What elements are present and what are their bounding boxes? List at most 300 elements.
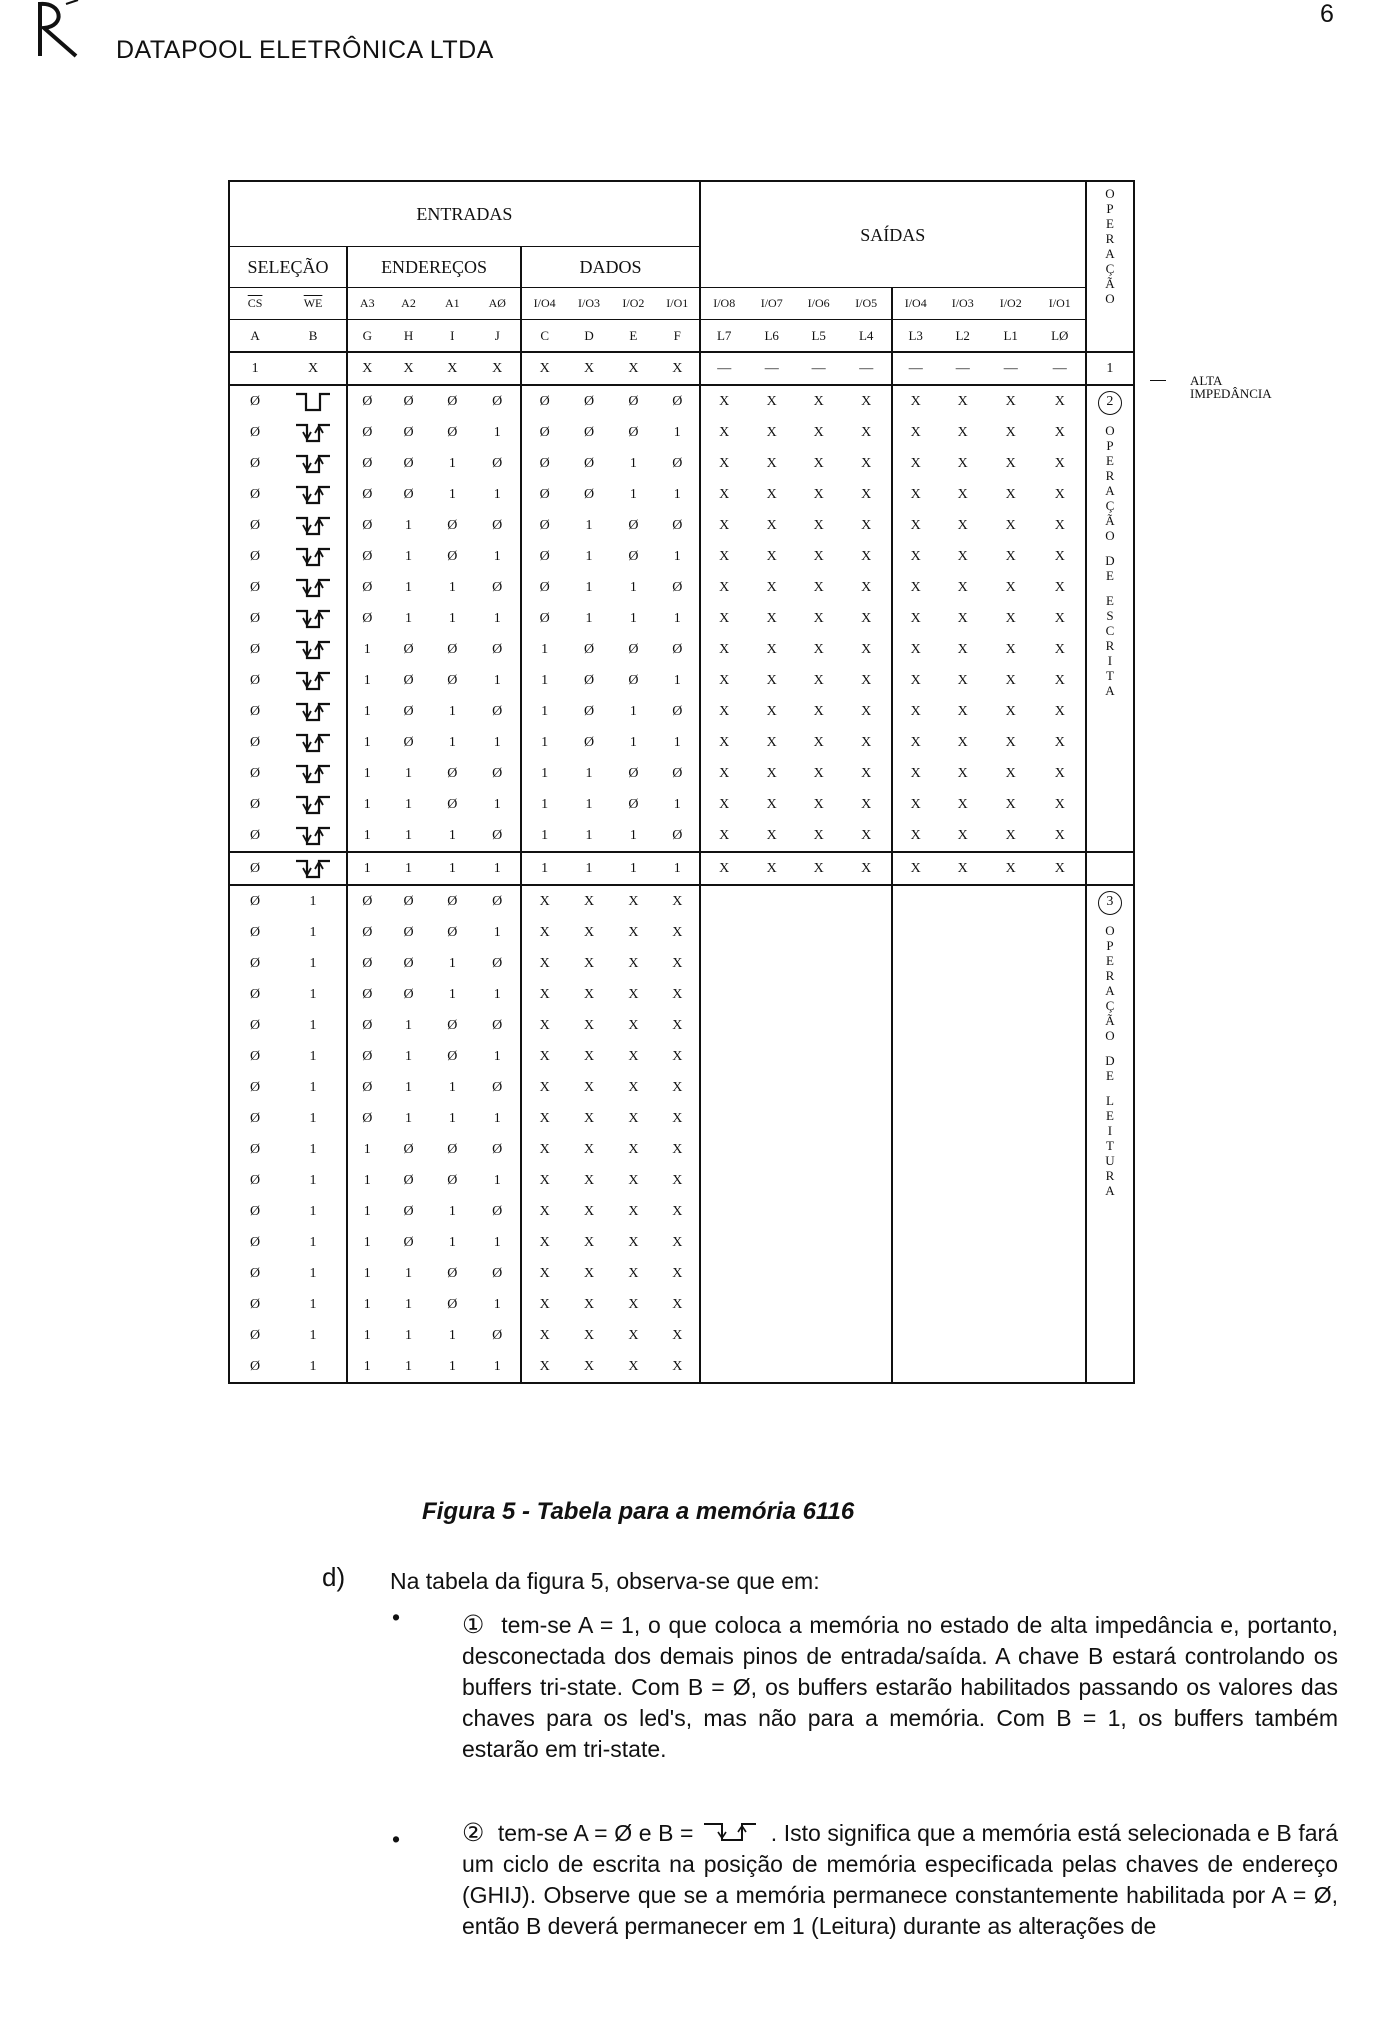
table-cell: X: [813, 704, 824, 719]
write-pulse-cell: [280, 665, 347, 696]
table-cell: Ø: [656, 448, 700, 479]
table-cell: 1: [656, 603, 700, 634]
table-cell: X: [1035, 727, 1086, 758]
table-cell: Ø: [447, 1266, 458, 1281]
signal-header: I/O3: [567, 288, 611, 320]
table-cell: Ø: [474, 1258, 521, 1289]
table-cell: Ø: [229, 758, 280, 789]
table-cell: Ø: [539, 549, 550, 564]
table-cell: X: [766, 518, 777, 533]
table-cell: Ø: [229, 1103, 280, 1134]
table-cell: X: [813, 518, 824, 533]
table-cell: X: [628, 987, 639, 1002]
bullet-dot: •: [392, 1826, 401, 1852]
table-cell: 1: [629, 580, 637, 595]
table-row: [229, 885, 1134, 917]
table-cell: X: [656, 352, 700, 385]
table-cell: X: [813, 425, 824, 440]
table-cell: 1: [448, 1235, 456, 1250]
table-cell: Ø: [229, 448, 280, 479]
table-cell: 1: [541, 704, 549, 719]
table-row: [229, 352, 1134, 385]
table-cell: X: [539, 956, 550, 971]
table-cell: Ø: [583, 673, 595, 688]
table-cell: —: [700, 352, 748, 385]
table-cell: X: [842, 479, 892, 510]
table-cell: X: [766, 704, 777, 719]
write-pulse-icon: [293, 762, 333, 786]
table-cell: 1: [474, 1351, 521, 1383]
table-cell: 1: [656, 852, 700, 885]
table-row: [229, 572, 1134, 603]
dados-header: DADOS: [521, 247, 700, 288]
table-cell: Ø: [403, 925, 414, 940]
write-pulse-icon: [700, 1821, 764, 1843]
table-cell: Ø: [474, 1196, 521, 1227]
table-cell: 1: [541, 735, 549, 750]
letter-header: L7: [700, 320, 748, 353]
table-cell: X: [1005, 425, 1016, 440]
table-cell: 1: [430, 1351, 474, 1383]
empty-output-cell: [700, 885, 892, 1383]
table-cell: Ø: [539, 487, 550, 502]
table-cell: X: [910, 673, 921, 688]
table-cell: X: [813, 394, 824, 409]
table-cell: Ø: [474, 385, 521, 417]
table-cell: X: [539, 1204, 550, 1219]
table-cell: 1: [448, 1111, 456, 1126]
letter-header: D: [567, 320, 611, 353]
table-cell: X: [583, 1049, 595, 1064]
write-pulse-cell: [280, 696, 347, 727]
note-dash: [1150, 380, 1166, 381]
table-cell: —: [892, 352, 939, 385]
table-cell: X: [1035, 696, 1086, 727]
table-cell: Ø: [362, 1049, 373, 1064]
table-cell: 1: [430, 852, 474, 885]
table-cell: Ø: [447, 1018, 458, 1033]
table-cell: X: [766, 735, 777, 750]
table-cell: Ø: [474, 696, 521, 727]
table-cell: Ø: [474, 448, 521, 479]
write-pulse-cell: [280, 634, 347, 665]
table-cell: X: [957, 487, 968, 502]
table-cell: X: [1005, 642, 1016, 657]
table-cell: X: [813, 735, 824, 750]
table-cell: X: [910, 828, 921, 843]
letter-header: I: [430, 320, 474, 353]
table-cell: 1: [280, 885, 347, 917]
table-cell: Ø: [628, 425, 639, 440]
table-cell: X: [567, 352, 611, 385]
write-pulse-icon: [293, 731, 333, 755]
letter-header: J: [474, 320, 521, 353]
table-cell: Ø: [447, 673, 458, 688]
enderecos-header: ENDEREÇOS: [347, 247, 521, 288]
table-cell: 1: [405, 1328, 412, 1343]
write-pulse-cell: [280, 417, 347, 448]
table-cell: Ø: [362, 1080, 373, 1095]
empty-output-cell: [892, 885, 1086, 1383]
write-pulse-icon: [293, 452, 333, 476]
table-cell: Ø: [474, 1134, 521, 1165]
table-cell: —: [987, 352, 1035, 385]
table-cell: X: [719, 673, 730, 688]
table-cell: 1: [474, 1165, 521, 1196]
table-cell: X: [719, 487, 730, 502]
table-cell: X: [539, 1235, 550, 1250]
table-cell: X: [539, 1266, 550, 1281]
table-cell: Ø: [583, 456, 595, 471]
table-cell: 1: [448, 487, 456, 502]
table-cell: X: [1005, 735, 1016, 750]
table-cell: —: [796, 352, 842, 385]
table-cell: X: [1005, 766, 1016, 781]
table-cell: X: [910, 394, 921, 409]
table-cell: Ø: [229, 1289, 280, 1320]
table-cell: 1: [448, 956, 456, 971]
table-cell: 1: [474, 665, 521, 696]
table-cell: Ø: [229, 1320, 280, 1351]
table-cell: X: [1035, 665, 1086, 696]
table-cell: 1: [585, 766, 593, 781]
table-cell: X: [1005, 673, 1016, 688]
table-row: [229, 727, 1134, 758]
table-cell: 1: [656, 479, 700, 510]
write-pulse-icon: [293, 824, 333, 848]
table-cell: Ø: [447, 1173, 458, 1188]
table-cell: 1: [656, 665, 700, 696]
table-cell: X: [842, 603, 892, 634]
table-cell: X: [1035, 852, 1086, 885]
letter-header: H: [387, 320, 431, 353]
table-cell: 1: [585, 611, 593, 626]
table-cell: X: [280, 352, 347, 385]
write-pulse-icon: [293, 545, 333, 569]
table-cell: X: [957, 518, 968, 533]
table-cell: X: [842, 820, 892, 852]
table-row: [229, 852, 1134, 885]
table-cell: 1: [656, 417, 700, 448]
table-row: [229, 417, 1134, 448]
table-cell: Ø: [362, 394, 373, 409]
table-cell: Ø: [539, 611, 550, 626]
table-cell: X: [628, 1235, 639, 1250]
table-cell: Ø: [229, 1258, 280, 1289]
letter-header: C: [521, 320, 567, 353]
table-cell: X: [766, 828, 777, 843]
table-cell: 1: [474, 417, 521, 448]
write-pulse-cell: [280, 789, 347, 820]
table-cell: 1: [474, 479, 521, 510]
table-cell: 1: [541, 642, 549, 657]
table-cell: X: [719, 518, 730, 533]
table-cell: X: [842, 758, 892, 789]
table-cell: X: [1005, 394, 1016, 409]
table-cell: 1: [363, 1328, 371, 1343]
write-pulse-first-icon: [293, 390, 333, 414]
table-cell: Ø: [583, 642, 595, 657]
table-cell: X: [842, 696, 892, 727]
table-cell: X: [1035, 758, 1086, 789]
table-cell: 1: [280, 1041, 347, 1072]
table-cell: Ø: [362, 925, 373, 940]
table-cell: 1: [629, 704, 637, 719]
table-cell: Ø: [229, 1351, 280, 1383]
table-cell: Ø: [229, 917, 280, 948]
table-cell: Ø: [362, 518, 373, 533]
table-cell: 1: [363, 1204, 371, 1219]
table-cell: Ø: [539, 580, 550, 595]
table-cell: X: [656, 917, 700, 948]
letter-header: G: [347, 320, 387, 353]
table-cell: Ø: [229, 948, 280, 979]
table-cell: X: [842, 572, 892, 603]
signal-header: A3: [347, 288, 387, 320]
table-cell: Ø: [403, 1173, 414, 1188]
table-cell: X: [656, 1320, 700, 1351]
table-cell: 1: [280, 1165, 347, 1196]
table-cell: 1: [363, 1142, 371, 1157]
table-cell: X: [842, 385, 892, 417]
table-cell: 1: [363, 735, 371, 750]
table-cell: Ø: [403, 487, 414, 502]
table-cell: X: [656, 1072, 700, 1103]
bullet-2-body-a: tem-se A = Ø e B =: [497, 1820, 694, 1846]
table-cell: 1: [280, 1258, 347, 1289]
table-cell: X: [719, 549, 730, 564]
table-cell: Ø: [362, 894, 373, 909]
table-cell: 1: [405, 549, 412, 564]
section-marker-circle: 1: [1106, 361, 1114, 376]
table-cell: 1: [405, 828, 412, 843]
table-cell: X: [813, 549, 824, 564]
table-cell: Ø: [447, 925, 458, 940]
table-cell: 1: [405, 580, 412, 595]
high-impedance-text: ALTA IMPEDÂNCIA: [1190, 373, 1272, 401]
table-cell: 1: [280, 948, 347, 979]
table-cell: —: [939, 352, 987, 385]
table-cell: Ø: [474, 634, 521, 665]
table-cell: 1: [280, 979, 347, 1010]
table-cell: Ø: [628, 766, 639, 781]
table-cell: X: [656, 1351, 700, 1383]
table-cell: X: [842, 417, 892, 448]
signal-header: I/O3: [939, 288, 987, 320]
table-cell: 1: [363, 1235, 371, 1250]
operacao-header: [1086, 181, 1134, 352]
table-cell: X: [813, 487, 824, 502]
table-cell: X: [813, 797, 824, 812]
table-cell: 1: [363, 1266, 371, 1281]
table-cell: Ø: [229, 820, 280, 852]
table-cell: X: [813, 456, 824, 471]
table-cell: Ø: [229, 1134, 280, 1165]
table-cell: Ø: [656, 510, 700, 541]
table-cell: X: [957, 735, 968, 750]
table-cell: 1: [387, 852, 431, 885]
table-cell: X: [628, 1142, 639, 1157]
table-cell: 1: [474, 979, 521, 1010]
table-cell: Ø: [656, 572, 700, 603]
signal-header: A1: [430, 288, 474, 320]
table-cell: 1: [280, 917, 347, 948]
table-cell: X: [957, 611, 968, 626]
table-cell: X: [766, 487, 777, 502]
table-cell: X: [521, 1351, 567, 1383]
table-cell: 1: [347, 1351, 387, 1383]
saidas-header: SAÍDAS: [700, 181, 1086, 288]
table-cell: 1: [629, 828, 637, 843]
write-pulse-icon: [293, 576, 333, 600]
table-cell: —: [842, 352, 892, 385]
table-cell: X: [567, 1351, 611, 1383]
paragraph-label: d): [322, 1562, 346, 1592]
entradas-header: ENTRADAS: [229, 181, 700, 247]
table-cell: X: [910, 425, 921, 440]
table-cell: 1: [280, 1134, 347, 1165]
table-cell: X: [347, 352, 387, 385]
write-pulse-cell: [280, 448, 347, 479]
table-cell: 1: [656, 789, 700, 820]
table-cell: X: [957, 642, 968, 657]
table-cell: X: [813, 673, 824, 688]
letter-header: LØ: [1035, 320, 1086, 353]
table-cell: Ø: [583, 394, 595, 409]
table-cell: Ø: [362, 487, 373, 502]
table-row: [229, 479, 1134, 510]
table-row: [229, 665, 1134, 696]
table-cell: X: [1035, 448, 1086, 479]
table-cell: X: [1035, 634, 1086, 665]
table-cell: X: [766, 580, 777, 595]
table-cell: 1: [448, 1204, 456, 1219]
table-cell: 1: [585, 549, 593, 564]
table-cell: X: [656, 1258, 700, 1289]
company-name: DATAPOOL ELETRÔNICA LTDA: [116, 36, 494, 64]
table-cell: X: [628, 1080, 639, 1095]
table-cell: Ø: [229, 852, 280, 885]
table-row: [229, 603, 1134, 634]
table-cell: X: [842, 510, 892, 541]
table-cell: X: [1005, 580, 1016, 595]
table-cell: 1: [363, 828, 371, 843]
table-cell: Ø: [539, 394, 550, 409]
table-cell: X: [539, 1018, 550, 1033]
table-cell: Ø: [656, 696, 700, 727]
table-cell: X: [539, 1142, 550, 1157]
table-cell: Ø: [362, 1018, 373, 1033]
vertical-label: O P E R A Ç Ã O D E E S C R I T A: [1105, 423, 1115, 698]
write-pulse-cell: [280, 510, 347, 541]
vertical-label: O P E R A Ç Ã O D E L E I T U R A: [1105, 923, 1115, 1198]
table-cell: 1: [387, 1351, 431, 1383]
table-cell: X: [1035, 572, 1086, 603]
write-pulse-icon: [293, 638, 333, 662]
table-cell: Ø: [229, 1041, 280, 1072]
table-cell: Ø: [628, 518, 639, 533]
table-cell: Ø: [447, 394, 458, 409]
table-cell: X: [539, 1297, 550, 1312]
table-cell: 1: [474, 917, 521, 948]
table-cell: 1: [405, 797, 412, 812]
table-cell: Ø: [474, 1320, 521, 1351]
table-cell: X: [539, 987, 550, 1002]
table-cell: Ø: [362, 956, 373, 971]
table-cell: 1: [474, 852, 521, 885]
letter-header: L6: [748, 320, 796, 353]
table-cell: 1: [474, 789, 521, 820]
table-cell: Ø: [474, 758, 521, 789]
table-cell: X: [842, 541, 892, 572]
marker-1: ①: [462, 1611, 486, 1639]
table-cell: Ø: [628, 642, 639, 657]
table-cell: X: [1005, 456, 1016, 471]
table-cell: 1: [448, 456, 456, 471]
table-cell: 1: [405, 611, 412, 626]
table-cell: X: [957, 704, 968, 719]
table-cell: X: [521, 352, 567, 385]
table-cell: X: [656, 1227, 700, 1258]
letter-header: L1: [987, 320, 1035, 353]
table-cell: X: [987, 852, 1035, 885]
table-cell: 1: [448, 611, 456, 626]
letter-header: B: [280, 320, 347, 353]
letter-header: L3: [892, 320, 939, 353]
table-cell: X: [842, 727, 892, 758]
bullet-1-body: tem-se A = 1, o que coloca a memória no estado de alta impedância e, portanto, desconectada dos demais pinos de entrada/saída. A chave B estará controlando os buffers tri-state. Com B = Ø, os buffers estarão habilitados passando os valores das chaves para os led's, mas não para a memória. Com B = 1, os buffers também estarão em tri-state.: [462, 1612, 1338, 1762]
table-cell: X: [719, 828, 730, 843]
table-cell: 1: [474, 1103, 521, 1134]
table-cell: Ø: [447, 766, 458, 781]
operation-marker-cell: [1086, 352, 1134, 385]
table-cell: 1: [656, 541, 700, 572]
table-cell: X: [611, 352, 656, 385]
table-cell: Ø: [583, 704, 595, 719]
table-cell: X: [1005, 518, 1016, 533]
table-cell: X: [910, 580, 921, 595]
table-cell: X: [539, 894, 550, 909]
table-cell: X: [910, 518, 921, 533]
section-marker-circle: 2: [1098, 391, 1122, 415]
table-cell: X: [656, 885, 700, 917]
table-row: [229, 541, 1134, 572]
write-pulse-icon: [293, 483, 333, 507]
table-cell: 1: [405, 1049, 412, 1064]
table-cell: Ø: [403, 704, 414, 719]
bullet-2-body-b: . Isto significa que a memória está selecionada e B fará um ciclo de escrita na posição de memória especificada pelas chaves de endereço (GHIJ). Observe que se a memória permanece constantemente habilitada por A = Ø, então B deverá permanecer em 1 (Leitura) durante as alterações de: [462, 1820, 1338, 1939]
write-pulse-cell: [280, 572, 347, 603]
table-cell: X: [1035, 417, 1086, 448]
table-cell: X: [957, 456, 968, 471]
write-pulse-cell: [280, 603, 347, 634]
table-cell: 1: [611, 852, 656, 885]
table-cell: 1: [629, 456, 637, 471]
table-cell: 1: [229, 352, 280, 385]
signal-header: I/O2: [987, 288, 1035, 320]
table-cell: X: [766, 766, 777, 781]
table-cell: Ø: [656, 820, 700, 852]
bullet-text-1: [462, 1610, 1338, 1765]
table-cell: X: [842, 665, 892, 696]
signal-header: I/O8: [700, 288, 748, 320]
write-pulse-icon: [293, 607, 333, 631]
table-cell: X: [430, 352, 474, 385]
table-cell: Ø: [447, 642, 458, 657]
table-cell: Ø: [583, 735, 595, 750]
table-cell: 1: [629, 735, 637, 750]
table-cell: Ø: [229, 696, 280, 727]
